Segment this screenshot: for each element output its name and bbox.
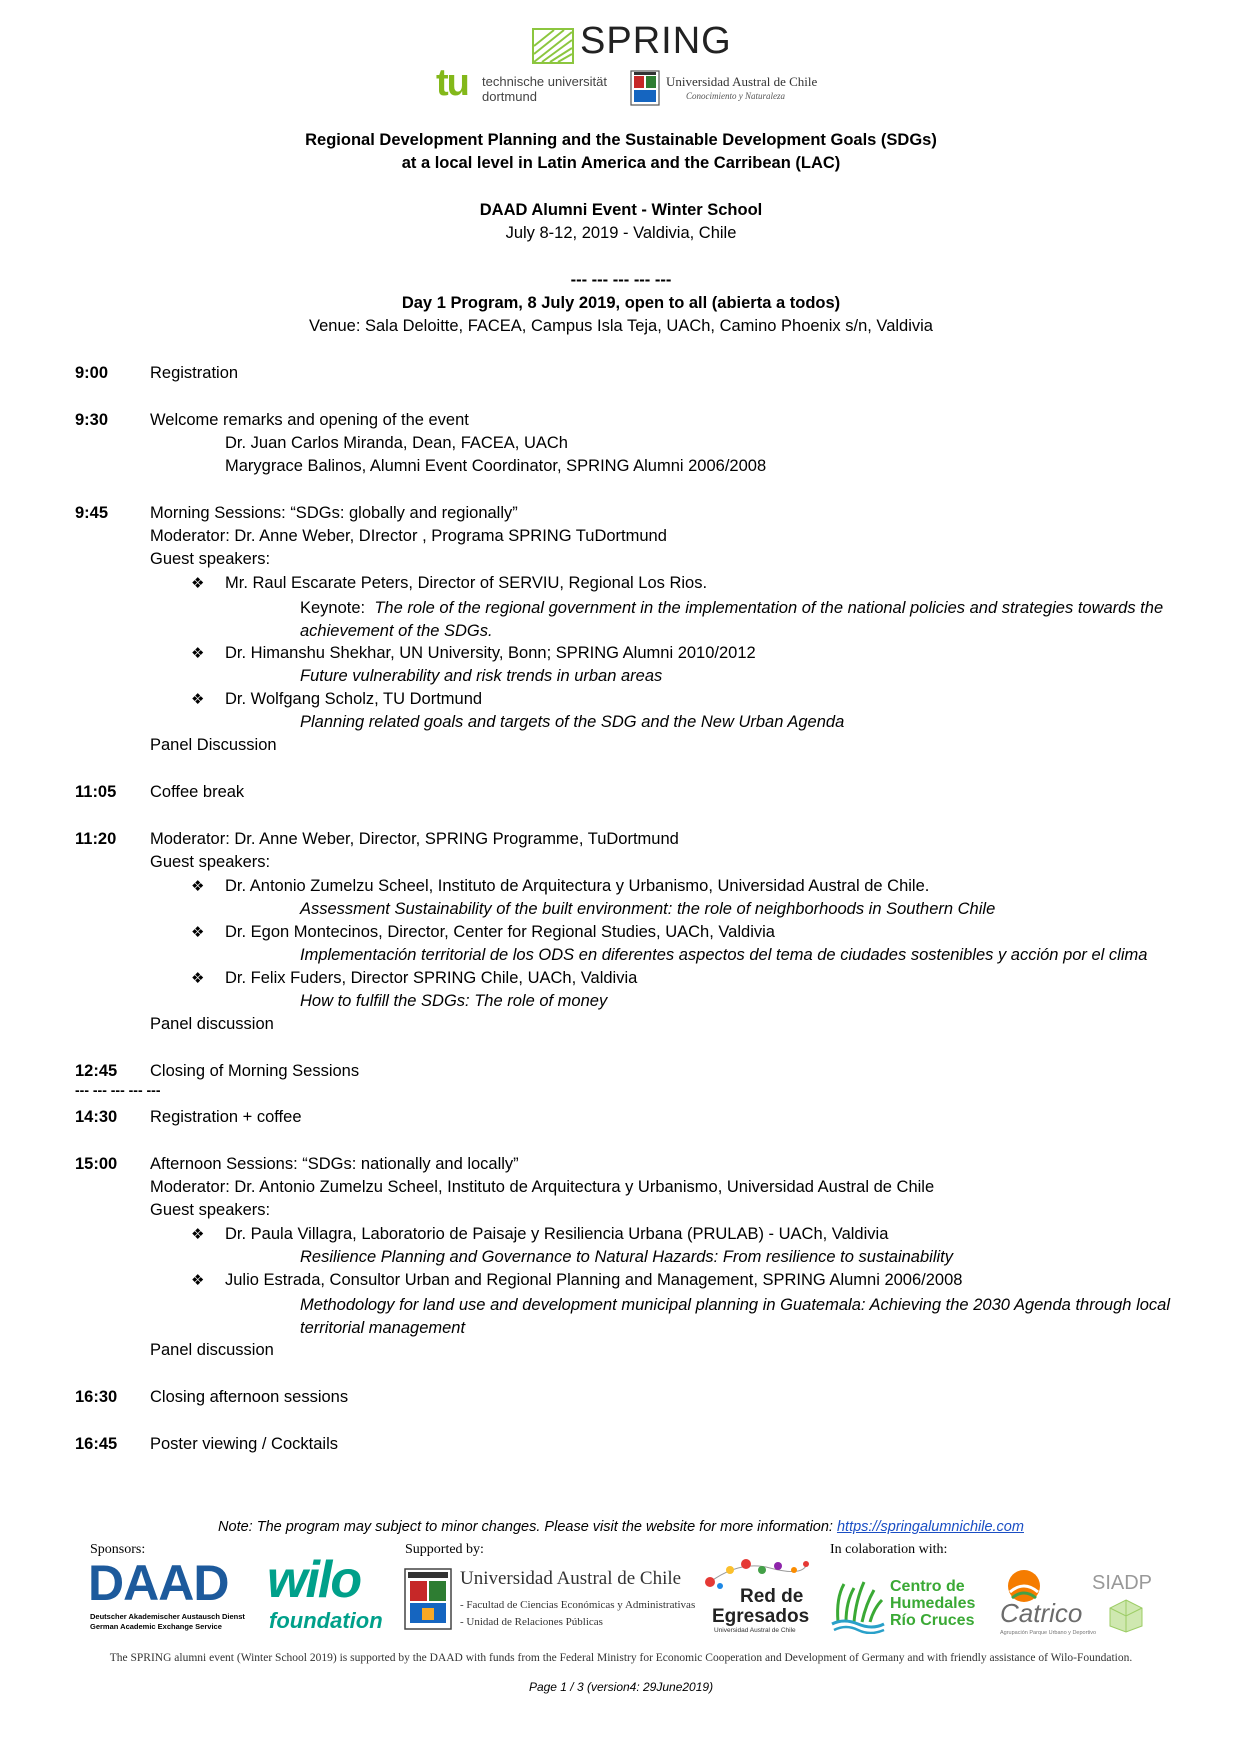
- welcome-speaker-1: Dr. Juan Carlos Miranda, Dean, FACEA, UACh: [225, 434, 568, 452]
- page-number: Page 1 / 3 (version4: 29June2019): [528, 1680, 714, 1694]
- time-0900: 9:00: [75, 364, 109, 382]
- time-1120: 11:20: [75, 830, 117, 848]
- centro-line-1: Centro de: [890, 1578, 965, 1595]
- centro-line-2: Humedales: [890, 1595, 976, 1612]
- spring-logo-text: SPRING: [580, 20, 732, 62]
- talk-estrada: Methodology for land use and development municipal planning in Guatemala: Achieving the 2030 Agenda through local territorial management: [300, 1296, 1170, 1337]
- cube-icon: [1108, 1598, 1144, 1634]
- moderator-afternoon: Moderator: Dr. Antonio Zumelzu Scheel, Instituto de Arquitectura y Urbanismo, Universidad Austral de Chile: [150, 1178, 935, 1196]
- siadp-logo: [1092, 1572, 1152, 1638]
- catrico-logo: [1000, 1566, 1105, 1638]
- agenda-afternoon-sessions: Afternoon Sessions: “SDGs: nationally and locally”: [150, 1155, 519, 1173]
- moderator-morning-1: Moderator: Dr. Anne Weber, DIrector , Programa SPRING TuDortmund: [150, 527, 667, 545]
- uach-crest-icon: [404, 1568, 452, 1630]
- bullet-icon: ❖: [191, 575, 205, 592]
- catrico-logo-text: Catrico: [1000, 1598, 1083, 1628]
- speaker-scholz: Dr. Wolfgang Scholz, TU Dortmund: [225, 690, 483, 708]
- uach-supporter-sub-2: - Unidad de Relaciones Públicas: [460, 1616, 603, 1628]
- centro-line-3: Río Cruces: [890, 1612, 975, 1629]
- guest-speakers-label-2: Guest speakers:: [150, 853, 271, 871]
- talk-fuders: How to fulfill the SDGs: The role of money: [300, 992, 608, 1010]
- daad-sub-2: German Academic Exchange Service: [90, 1622, 222, 1631]
- bullet-icon: ❖: [191, 1226, 205, 1243]
- spring-logo: [532, 20, 732, 66]
- talk-scholz: Planning related goals and targets of the SDG and the New Urban Agenda: [300, 713, 845, 731]
- tu-name-line2: dortmund: [482, 89, 537, 104]
- tu-dortmund-logo: [436, 62, 626, 108]
- talk-villagra: Resilience Planning and Governance to Natural Hazards: From resilience to sustainability: [300, 1248, 953, 1266]
- uach-logo: [630, 70, 818, 108]
- agenda-registration-coffee: Registration + coffee: [150, 1108, 302, 1126]
- bullet-icon: ❖: [191, 1272, 205, 1289]
- time-1245: 12:45: [75, 1062, 118, 1080]
- keynote-label: Keynote:: [300, 599, 366, 617]
- footer-note-text: Note: The program may subject to minor changes. Please visit the website for more information:: [218, 1519, 837, 1535]
- speaker-zumelzu: Dr. Antonio Zumelzu Scheel, Instituto de Arquitectura y Urbanismo, Universidad Austral de Chile.: [225, 877, 930, 895]
- speaker-villagra: Dr. Paula Villagra, Laboratorio de Paisaje y Resiliencia Urbana (PRULAB) - UACh, Valdivia: [225, 1225, 889, 1243]
- bullet-icon: ❖: [191, 691, 205, 708]
- panel-discussion-1: Panel Discussion: [150, 736, 277, 754]
- red-line-1: Red de: [740, 1586, 804, 1607]
- catrico-sub: Agrupación Parque Urbano y Deportivo: [1000, 1630, 1097, 1636]
- talk-escarate-title: The role of the regional government in the implementation of the national policies and strategies towards the achievement of the SDGs.: [300, 599, 1164, 640]
- daad-logo-text: DAAD: [88, 1555, 229, 1611]
- time-0930: 9:30: [75, 411, 109, 429]
- talk-montecinos: Implementación territorial de los ODS en diferentes aspectos del tema de ciudades sostenibles y acción por el clima: [300, 946, 1148, 964]
- spring-leaf-icon: [532, 28, 574, 64]
- time-1430: 14:30: [75, 1108, 118, 1126]
- network-dots-icon: [700, 1556, 810, 1590]
- tu-name-line1: technische universität: [482, 74, 608, 89]
- siadp-logo-text: SIADP: [1092, 1572, 1153, 1594]
- footer-note: [0, 1519, 1242, 1535]
- agenda-registration: Registration: [150, 364, 239, 382]
- uach-name: Universidad Austral de Chile: [666, 74, 818, 89]
- website-link[interactable]: https://springalumnichile.com: [836, 1519, 1024, 1535]
- panel-discussion-2: Panel discussion: [150, 1015, 274, 1033]
- collaboration-label: In colaboration with:: [830, 1542, 948, 1557]
- agenda-poster-cocktails: Poster viewing / Cocktails: [150, 1435, 338, 1453]
- wilo-logo-text: wilo: [267, 1551, 361, 1609]
- daad-sub-1: Deutscher Akademischer Austausch Dienst: [90, 1612, 245, 1621]
- wetland-reeds-icon: [830, 1578, 886, 1634]
- agenda-morning-sessions: Morning Sessions: “SDGs: globally and regionally”: [150, 504, 518, 522]
- event-dates: July 8-12, 2019 - Valdivia, Chile: [505, 224, 737, 242]
- wilo-foundation-logo: [265, 1551, 385, 1634]
- uach-supporter-name: Universidad Austral de Chile: [460, 1568, 682, 1589]
- uach-tagline: Conocimiento y Naturaleza: [686, 91, 785, 101]
- uach-crest-icon: [630, 70, 660, 106]
- time-1105: 11:05: [75, 783, 117, 801]
- red-line-2: Egresados: [712, 1606, 810, 1627]
- title-line2: at a local level in Latin America and the Carribean (LAC): [401, 154, 841, 172]
- time-1645: 16:45: [75, 1435, 118, 1453]
- agenda-coffee-break: Coffee break: [150, 783, 245, 801]
- guest-speakers-label-1: Guest speakers:: [150, 550, 271, 568]
- uach-supporter-logo: [404, 1568, 704, 1638]
- event-title: DAAD Alumni Event - Winter School: [479, 201, 763, 219]
- talk-zumelzu: Assessment Sustainability of the built environment: the role of neighborhoods in Southern Chile: [300, 900, 996, 918]
- talk-escarate: [300, 597, 1170, 643]
- welcome-speaker-2: Marygrace Balinos, Alumni Event Coordinator, SPRING Alumni 2006/2008: [225, 457, 767, 475]
- bullet-icon: ❖: [191, 970, 205, 987]
- title-separator: --- --- --- --- ---: [570, 271, 672, 289]
- speaker-montecinos: Dr. Egon Montecinos, Director, Center for Regional Studies, UACh, Valdivia: [225, 923, 775, 941]
- title-line1: Regional Development Planning and the Sustainable Development Goals (SDGs): [305, 131, 937, 149]
- speaker-escarate: Mr. Raul Escarate Peters, Director of SERVIU, Regional Los Rios.: [225, 574, 708, 592]
- time-1630: 16:30: [75, 1388, 118, 1406]
- day-program: Day 1 Program, 8 July 2019, open to all (abierta a todos): [401, 294, 841, 312]
- bullet-icon: ❖: [191, 645, 205, 662]
- panel-discussion-3: Panel discussion: [150, 1341, 274, 1359]
- uach-supporter-sub-1: - Facultad de Ciencias Económicas y Administrativas: [460, 1599, 696, 1611]
- speaker-estrada: Julio Estrada, Consultor Urban and Regional Planning and Management, SPRING Alumni 2006/2008: [225, 1271, 963, 1289]
- support-statement: The SPRING alumni event (Winter School 2019) is supported by the DAAD with funds from the Federal Ministry for Economic Cooperation and Development of Germany and with friendly assistance of Wilo-Foundation.: [109, 1652, 1133, 1664]
- agenda-welcome: Welcome remarks and opening of the event: [150, 411, 469, 429]
- agenda-separator: --- --- --- --- ---: [75, 1082, 161, 1098]
- venue: Venue: Sala Deloitte, FACEA, Campus Isla Teja, UACh, Camino Phoenix s/n, Valdivia: [309, 317, 933, 335]
- centro-humedales-logo: [830, 1578, 1005, 1638]
- supported-by-label: Supported by:: [405, 1542, 484, 1557]
- speaker-fuders: Dr. Felix Fuders, Director SPRING Chile, UACh, Valdivia: [225, 969, 638, 987]
- bullet-icon: ❖: [191, 924, 205, 941]
- agenda-closing-afternoon: Closing afternoon sessions: [150, 1388, 349, 1406]
- moderator-morning-2: Moderator: Dr. Anne Weber, Director, SPRING Programme, TuDortmund: [150, 830, 679, 848]
- guest-speakers-label-3: Guest speakers:: [150, 1201, 271, 1219]
- time-0945: 9:45: [75, 504, 109, 522]
- red-egresados-logo: [700, 1556, 820, 1636]
- wilo-sub: foundation: [269, 1608, 383, 1633]
- agenda-closing-morning: Closing of Morning Sessions: [150, 1062, 360, 1080]
- tu-logo-mark: tu: [436, 62, 468, 104]
- red-sub: Universidad Austral de Chile: [714, 1627, 796, 1634]
- bullet-icon: ❖: [191, 878, 205, 895]
- talk-shekhar: Future vulnerability and risk trends in urban areas: [300, 667, 663, 685]
- speaker-shekhar: Dr. Himanshu Shekhar, UN University, Bonn; SPRING Alumni 2010/2012: [225, 644, 756, 662]
- time-1500: 15:00: [75, 1155, 118, 1173]
- daad-logo: [88, 1555, 258, 1632]
- sponsors-label: Sponsors:: [90, 1542, 146, 1557]
